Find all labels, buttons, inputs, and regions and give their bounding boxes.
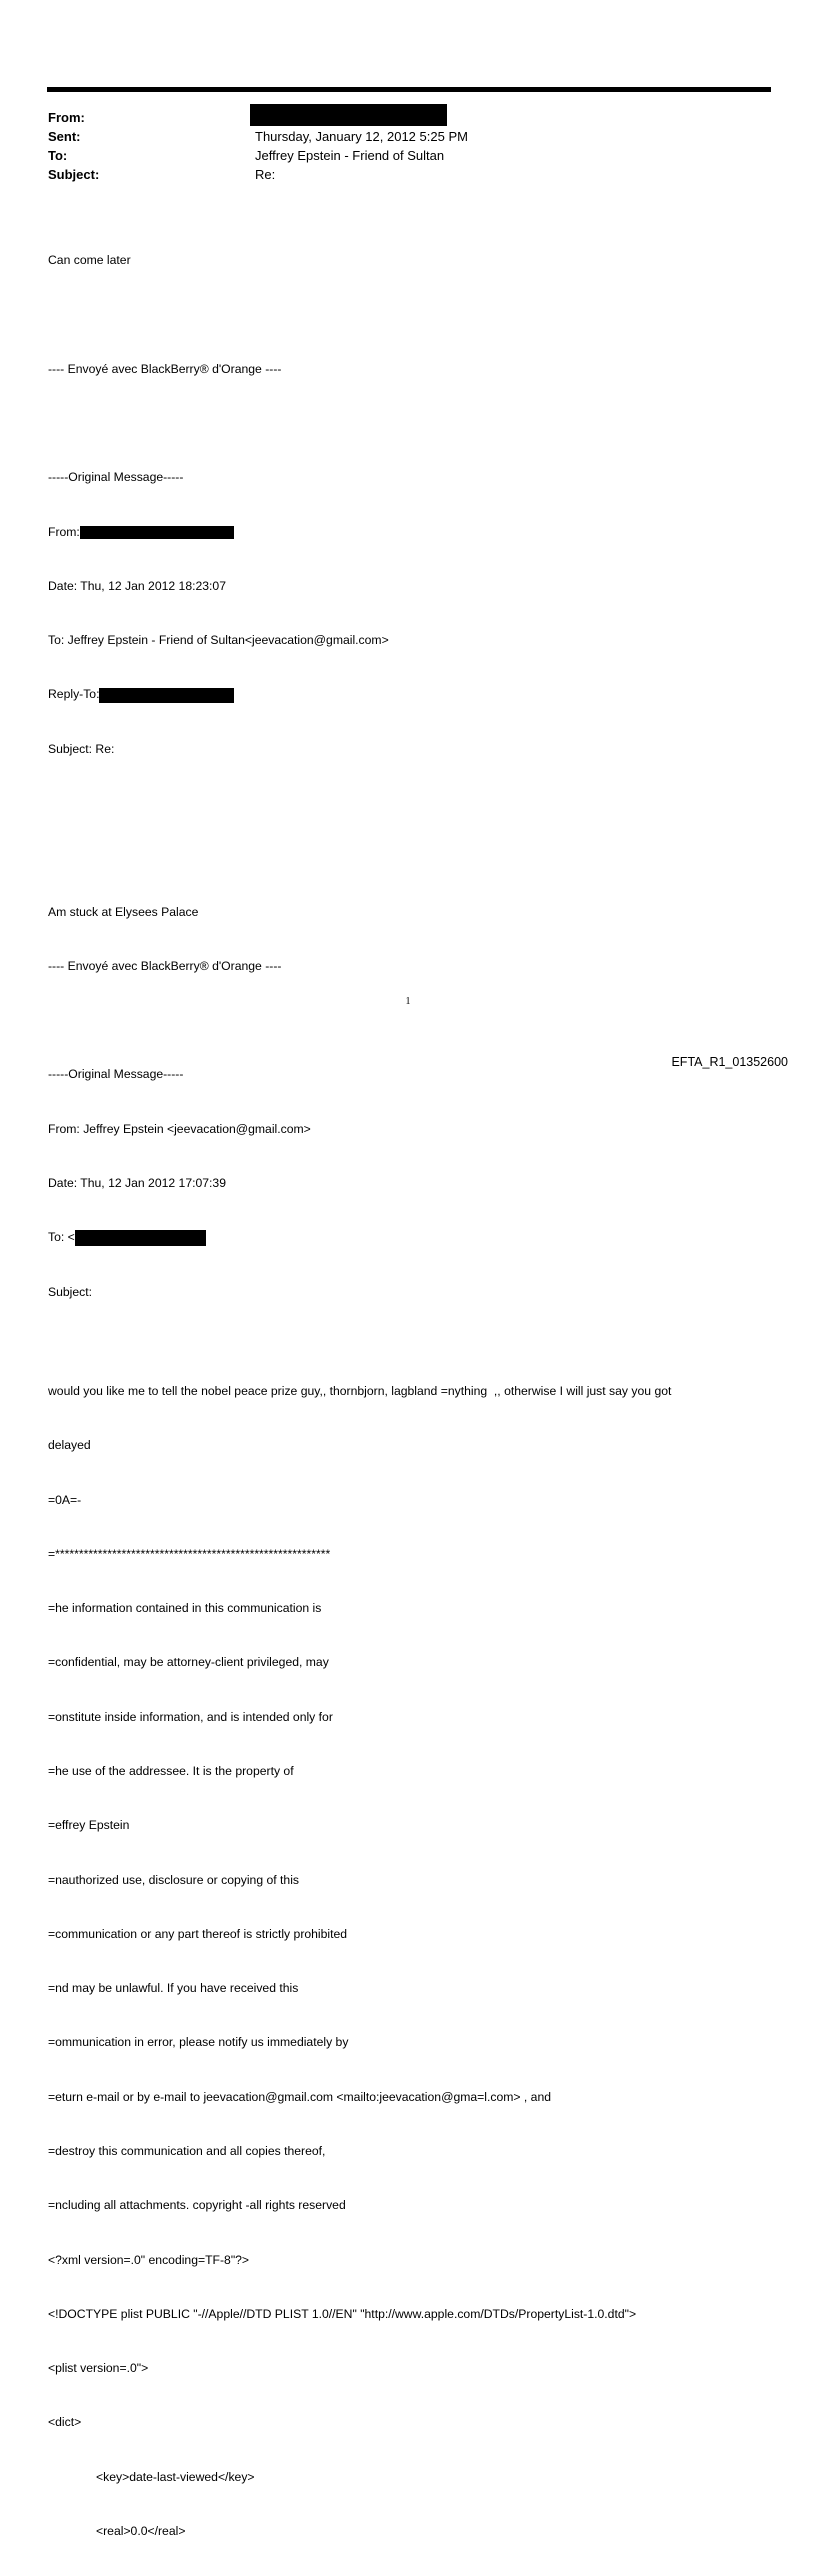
body-line: =communication or any part thereof is strictly prohibited: [48, 1926, 348, 1941]
subject-label: Subject:: [48, 167, 100, 182]
to-value: Jeffrey Epstein - Friend of Sultan: [255, 148, 445, 163]
email-header: [48, 108, 748, 184]
quoted-to-line: To: Jeffrey Epstein - Friend of Sultan<jeevacation@gmail.com>: [48, 633, 389, 648]
from-row: [48, 108, 748, 127]
quoted-subject-line: Subject: Re:: [48, 741, 115, 756]
reply-text: Can come later: [48, 253, 131, 268]
email-body: [48, 215, 778, 2558]
plist-real-line: <real>0.0</real>: [96, 2523, 186, 2538]
quoted-to-line: To: <: [48, 1228, 778, 1246]
body-line: delayed: [48, 1438, 91, 1453]
page-number: 1: [405, 996, 411, 1007]
body-line: <?xml version=.0" encoding=TF-8"?>: [48, 2252, 250, 2267]
body-line: =destroy this communication and all copies thereof,: [48, 2143, 326, 2158]
header-rule: [47, 87, 771, 92]
body-line: =ncluding all attachments. copyright -all rights reserved: [48, 2198, 346, 2213]
redaction-box: [99, 688, 234, 703]
quoted-reply-to-line: Reply-To:: [48, 685, 778, 703]
body-line: =eturn e-mail or by e-mail to jeevacation@gmail.com <mailto:jeevacation@gma=l.com> , and: [48, 2089, 551, 2104]
redaction-box: [80, 526, 234, 539]
sent-value: Thursday, January 12, 2012 5:25 PM: [255, 129, 468, 144]
quoted-body-text: Am stuck at Elysees Palace: [48, 904, 199, 919]
redaction-box: [250, 104, 447, 126]
body-line: <dict>: [48, 2415, 82, 2430]
signature-line: ---- Envoyé avec BlackBerry® d'Orange ----: [48, 958, 282, 973]
body-line: =he use of the addressee. It is the property of: [48, 1763, 294, 1778]
body-line: =ommunication in error, please notify us immediately by: [48, 2035, 349, 2050]
body-line: <!DOCTYPE plist PUBLIC "-//Apple//DTD PLIST 1.0//EN" "http://www.apple.com/DTDs/PropertyList-1.0.dtd">: [48, 2306, 637, 2321]
to-row: [48, 146, 748, 165]
body-line: =effrey Epstein: [48, 1818, 130, 1833]
body-line: would you like me to tell the nobel peace prize guy,, thornbjorn, lagbland =nything ,, otherwise I will just say you got: [48, 1384, 672, 1398]
quoted-date-line: Date: Thu, 12 Jan 2012 18:23:07: [48, 578, 226, 593]
subject-row: [48, 165, 748, 184]
original-message-marker: -----Original Message-----: [48, 470, 184, 485]
subject-value: Re:: [255, 167, 276, 182]
to-label: To:: [48, 148, 68, 163]
body-line: =onstitute inside information, and is intended only for: [48, 1709, 333, 1724]
quoted-subject-line: Subject:: [48, 1284, 93, 1299]
bates-number: EFTA_R1_01352600: [671, 1055, 788, 1069]
sent-label: Sent:: [48, 129, 81, 144]
body-line: <plist version=.0">: [48, 2361, 149, 2376]
body-line: =0A=-: [48, 1492, 82, 1507]
quoted-from-line: From:: [48, 523, 778, 541]
redaction-box: [75, 1230, 206, 1246]
body-line: =nd may be unlawful. If you have received this: [48, 1981, 299, 1996]
body-line: =nauthorized use, disclosure or copying of this: [48, 1872, 300, 1887]
body-line: =he information contained in this communication is: [48, 1601, 322, 1616]
from-label: From:: [48, 110, 85, 125]
quoted-from-line: From: Jeffrey Epstein <jeevacation@gmail.com>: [48, 1121, 311, 1136]
original-message-marker: -----Original Message-----: [48, 1067, 184, 1082]
sent-row: [48, 127, 748, 146]
body-line: =confidential, may be attorney-client privileged, may: [48, 1655, 329, 1670]
plist-key-line: <key>date-last-viewed</key>: [96, 2469, 255, 2484]
signature-line: ---- Envoyé avec BlackBerry® d'Orange ----: [48, 361, 282, 376]
quoted-date-line: Date: Thu, 12 Jan 2012 17:07:39: [48, 1175, 226, 1190]
body-line: =**********************************************************: [48, 1546, 331, 1561]
